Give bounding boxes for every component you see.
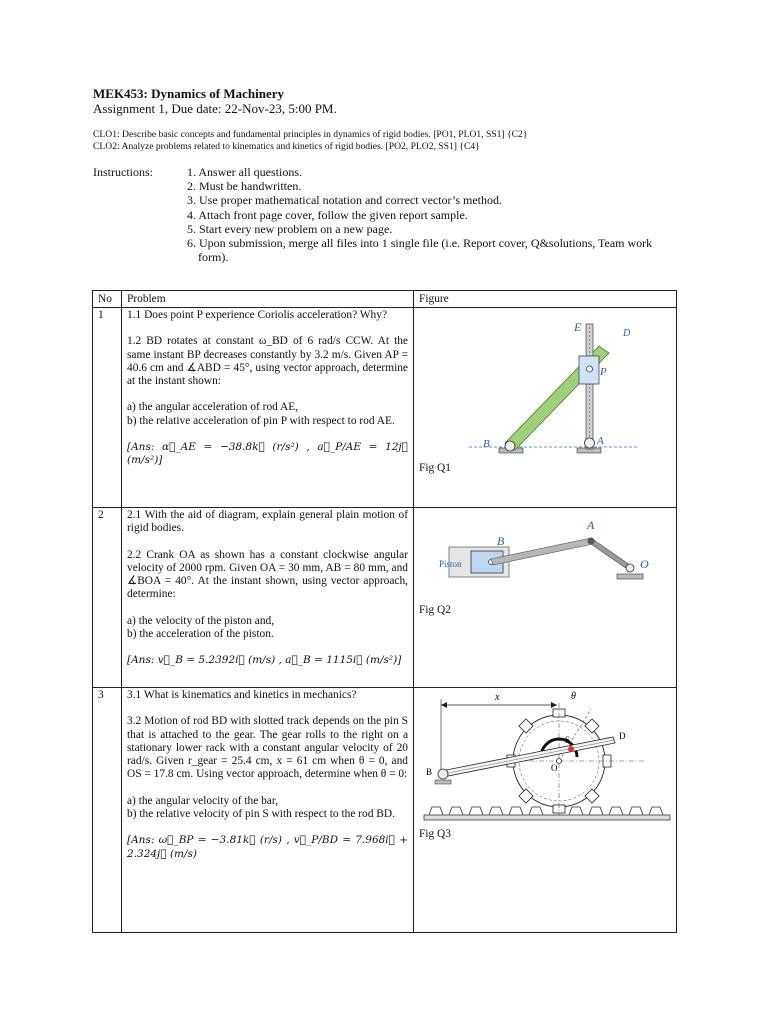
pivot-b: [505, 441, 515, 451]
crank-oa: [588, 538, 630, 569]
header-figure: Figure: [414, 291, 677, 308]
clo1-text: CLO1: Describe basic concepts and fundamental principles in dynamics of rigid bodies. [PO1, PLO1, SS1] {C2}: [93, 129, 528, 140]
rack-tooth-profile: [429, 807, 663, 815]
question-2-1: 2.1 With the aid of diagram, explain general plain motion of rigid bodies.: [127, 509, 408, 535]
ground-base-o: [617, 574, 643, 579]
problem-number: 1: [93, 308, 122, 508]
problem-number: 2: [93, 508, 122, 688]
pin-p: [587, 366, 593, 372]
clo2-text: CLO2: Analyze problems related to kinematics and kinetics of rigid bodies. [PO2, PLO2, SS1] {C4}: [93, 141, 480, 152]
problem-text: [122, 508, 414, 688]
figure-label: Fig Q3: [419, 828, 451, 840]
pin-a: [588, 538, 595, 545]
fig-q2-diagram: [419, 509, 669, 601]
figure-label: Fig Q2: [419, 604, 451, 616]
answer: [Ans: ω⃗_BP = −3.81k⃗ (r/s) , v⃗_P/BD = 7.968i⃗ + 2.324j⃗ (m/s): [127, 834, 408, 860]
figure-label: Fig Q1: [419, 462, 451, 474]
part-a: a) the angular acceleration of rod AE,: [127, 401, 299, 414]
part-b: b) the relative acceleration of pin P with respect to rod AE.: [127, 414, 395, 427]
table-row: [93, 308, 677, 508]
label-a: A: [597, 435, 604, 447]
label-x: x: [495, 692, 500, 703]
problem-text: [122, 308, 414, 508]
label-b: B: [497, 534, 505, 548]
instruction-item: 3. Use proper mathematical notation and correct vector’s method.: [187, 193, 502, 208]
label-piston: Piston: [439, 559, 462, 569]
instruction-item: 5. Start every new problem on a new page.: [187, 221, 393, 236]
header-no: No: [93, 291, 122, 308]
part-a: a) the angular velocity of the bar,: [127, 794, 279, 807]
pivot-a: [585, 438, 595, 448]
table-header-row: [93, 291, 677, 308]
pin-s: [568, 746, 574, 752]
table-row: [93, 688, 677, 933]
label-e: E: [574, 320, 582, 334]
problem-number: 3: [93, 688, 122, 933]
figure-cell: [414, 508, 677, 688]
label-b: B: [426, 767, 433, 777]
instruction-item: 4. Attach front page cover, follow the given report sample.: [187, 207, 468, 222]
label-p: P: [600, 366, 607, 378]
rack-teeth: [429, 807, 663, 815]
label-b: B: [483, 438, 490, 450]
rod-ae: [586, 324, 593, 449]
lower-rack: [424, 815, 670, 820]
fig-q1-diagram: [419, 309, 669, 459]
course-title: MEK453: Dynamics of Machinery: [93, 86, 285, 101]
assignment-due: Assignment 1, Due date: 22-Nov-23, 5:00 PM.: [93, 101, 337, 116]
question-2-2: 2.2 Crank OA as shown has a constant clockwise angular velocity of 2000 rpm. Given OA = 30 mm, AB = 80 mm, and ∡BOA = 40°. At the instant shown, using vector approach, determine:: [127, 548, 408, 601]
label-d: D: [623, 328, 631, 339]
instruction-item: 2. Must be handwritten.: [187, 179, 302, 194]
question-3-1: 3.1 What is kinematics and kinetics in mechanics?: [127, 689, 357, 701]
label-a: A: [587, 518, 595, 532]
problem-text: [122, 688, 414, 933]
answer: [Ans: α⃗_AE = −38.8k⃗ (r/s²) , a⃗_P/AE = 12j⃗ (m/s²)]: [127, 441, 408, 467]
part-a: a) the velocity of the piston and,: [127, 614, 275, 627]
part-b: b) the relative velocity of pin S with respect to the rod BD.: [127, 808, 395, 821]
instructions-label: Instructions:: [93, 165, 153, 179]
label-o: O: [640, 557, 649, 571]
figure-cell: [414, 688, 677, 933]
question-3-2: 3.2 Motion of rod BD with slotted track depends on the pin S that is attached to the gear. The gear rolls to the right on a stationary lower rack with a constant angular velocity of 20 rad/s. Given r_gear = 25.4 cm, x = 61 cm when θ = 0, and OS = 17.8 cm. Using vector approach, determine when θ = 0:: [127, 715, 408, 781]
instructions-list: [187, 165, 667, 264]
figure-cell: [414, 308, 677, 508]
dim-arrow-right: [551, 702, 557, 708]
question-1-1: 1.1 Does point P experience Coriolis acceleration? Why?: [127, 309, 387, 321]
ground-base-b: [435, 780, 451, 784]
label-d: D: [619, 731, 626, 741]
pivot-b: [438, 769, 448, 779]
question-1-2: 1.2 BD rotates at constant ω_BD of 6 rad/s CCW. At the same instant BP decreases constantly by 3.2 m/s. Given AP = 40.6 cm and ∡ABD = 45°, using vector approach, determine at the instant shown:: [127, 335, 408, 388]
label-theta: θ: [571, 691, 576, 702]
pivot-o: [626, 564, 634, 572]
instruction-item: 6. Upon submission, merge all files into 1 single file (i.e. Report cover, Q&solutions, Team work form).: [187, 236, 653, 265]
dim-arrow-left: [441, 702, 447, 708]
part-b: b) the acceleration of the piston.: [127, 628, 274, 641]
table-row: [93, 508, 677, 688]
answer: [Ans: v⃗_B = 5.2392i⃗ (m/s) , a⃗_B = 1115i⃗ (m/s²)]: [127, 654, 402, 667]
label-o: O: [551, 763, 558, 773]
fig-q3-diagram: [419, 689, 675, 825]
instruction-item: 1. Answer all questions.: [187, 165, 302, 179]
problems-table: [92, 290, 677, 933]
label-s: S: [565, 735, 571, 745]
header-problem: Problem: [122, 291, 414, 308]
